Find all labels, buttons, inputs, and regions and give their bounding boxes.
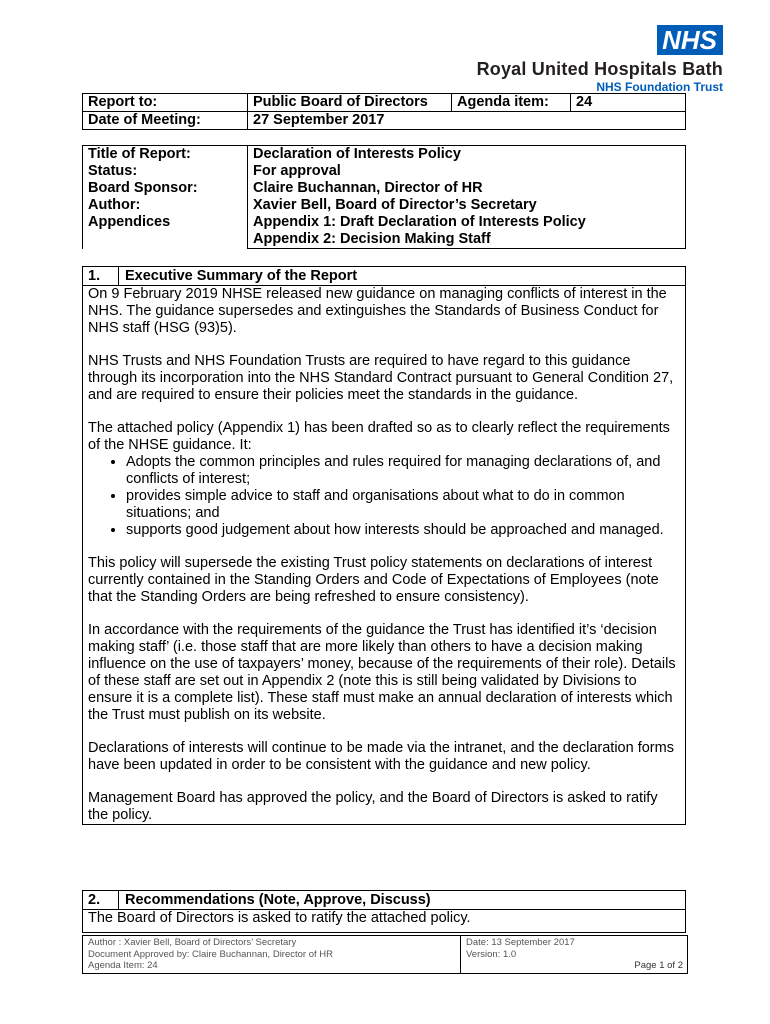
section-2-title: Recommendations (Note, Approve, Discuss) bbox=[125, 892, 431, 908]
list-item: • Adopts the common principles and rules required for managing declarations of, and conflicts of interest; bbox=[126, 454, 680, 488]
document-footer bbox=[82, 935, 688, 974]
section-1-title: Executive Summary of the Report bbox=[125, 268, 358, 284]
section-1-body bbox=[82, 286, 686, 825]
meeting-info-table bbox=[82, 93, 686, 130]
paragraph-management-board: Management Board has approved the policy, and the Board of Directors is asked to ratify the policy. bbox=[88, 790, 658, 823]
report-to-label: Report to: bbox=[83, 94, 248, 112]
paragraph-trusts: NHS Trusts and NHS Foundation Trusts are required to have regard to this guidance through its incorporation into the NHS Standard Contract pursuant to General Condition 27, and are required to ensure their policies meet the standards in the guidance. bbox=[88, 353, 674, 403]
paragraph-recommendation: The Board of Directors is asked to ratify the attached policy. bbox=[88, 910, 471, 926]
meeting-date-label: Date of Meeting: bbox=[83, 112, 248, 130]
paragraph-supersede: This policy will supersede the existing Trust policy statements on declarations of interest currently contained in the Standing Orders and Code of Expectations of Employees (note that the Standing Orders are being refreshed to ensure consistency). bbox=[88, 555, 659, 605]
sponsor-value: Claire Buchannan, Director of HR bbox=[253, 180, 483, 196]
author-value: Xavier Bell, Board of Director’s Secretary bbox=[253, 197, 537, 213]
footer-approved-by: Document Approved by: Claire Buchannan, Director of HR bbox=[88, 948, 334, 960]
footer-left bbox=[83, 936, 461, 973]
nhs-mark: NHS bbox=[657, 25, 723, 55]
sponsor-label: Board Sponsor: bbox=[88, 180, 198, 196]
details-labels bbox=[83, 146, 248, 249]
recommendations-section bbox=[82, 890, 686, 933]
status-value: For approval bbox=[253, 163, 341, 179]
section-1-number: 1. bbox=[83, 267, 119, 285]
executive-summary-section bbox=[82, 266, 686, 825]
agenda-item-value: 24 bbox=[571, 94, 686, 112]
report-to-value: Public Board of Directors bbox=[248, 94, 452, 112]
paragraph-declarations: Declarations of interests will continue to be made via the intranet, and the declaration forms have been updated in order to be consistent with the guidance and new policy. bbox=[88, 740, 674, 773]
section-2-number: 2. bbox=[83, 891, 119, 909]
footer-version: Version: 1.0 bbox=[466, 948, 517, 960]
status-label: Status: bbox=[88, 163, 138, 179]
appendix-2-value: Appendix 2: Decision Making Staff bbox=[253, 231, 491, 247]
appendices-label: Appendices bbox=[88, 214, 171, 230]
appendix-1-value: Appendix 1: Draft Declaration of Interests Policy bbox=[253, 214, 586, 230]
details-values bbox=[248, 146, 686, 249]
section-1-header bbox=[82, 266, 686, 286]
title-value: Declaration of Interests Policy bbox=[253, 146, 461, 162]
paragraph-decision-staff: In accordance with the requirements of the guidance the Trust has identified it’s ‘decision making staff’ (i.e. those staff that are more likely than others to have a decision making influence on the use of taxpayers’ money, because of the requirements of their role). Details of these staff are set out in Appendix 2 (note this is still being validated by Divisions to ensure it is a complete list). These staff must make an annual declaration of interests which the Trust must publish on its website. bbox=[88, 622, 676, 723]
author-label: Author: bbox=[88, 197, 141, 213]
section-2-header bbox=[82, 890, 686, 910]
policy-bullet-list bbox=[88, 454, 680, 539]
footer-agenda-item: Agenda Item: 24 bbox=[88, 960, 158, 971]
agenda-item-label: Agenda item: bbox=[452, 94, 571, 112]
title-label: Title of Report: bbox=[88, 146, 191, 162]
paragraph-policy-intro: The attached policy (Appendix 1) has been drafted so as to clearly reflect the requirements of the NHSE guidance. It: bbox=[88, 420, 670, 453]
organisation-name: Royal United Hospitals Bath bbox=[476, 59, 723, 79]
footer-author: Author : Xavier Bell, Board of Directors’ Secretary bbox=[88, 937, 297, 948]
organisation-subtitle: NHS Foundation Trust bbox=[596, 80, 723, 94]
list-item: • provides simple advice to staff and organisations about what to do in common situations; and bbox=[126, 488, 680, 522]
footer-right bbox=[461, 936, 687, 973]
meeting-date-value: 27 September 2017 bbox=[248, 112, 686, 130]
list-item: • supports good judgement about how interests should be approached and managed. bbox=[126, 522, 680, 539]
section-2-body bbox=[82, 910, 686, 933]
blank-label bbox=[88, 231, 242, 248]
page-number: Page 1 of 2 bbox=[634, 960, 683, 971]
paragraph-guidance: On 9 February 2019 NHSE released new guidance on managing conflicts of interest in the NHS. The guidance supersedes and extinguishes the Standards of Business Conduct for NHS staff (HSG (93)5). bbox=[88, 286, 667, 336]
footer-date: Date: 13 September 2017 bbox=[466, 937, 575, 948]
report-details-table bbox=[82, 145, 686, 249]
nhs-logo bbox=[477, 25, 723, 94]
